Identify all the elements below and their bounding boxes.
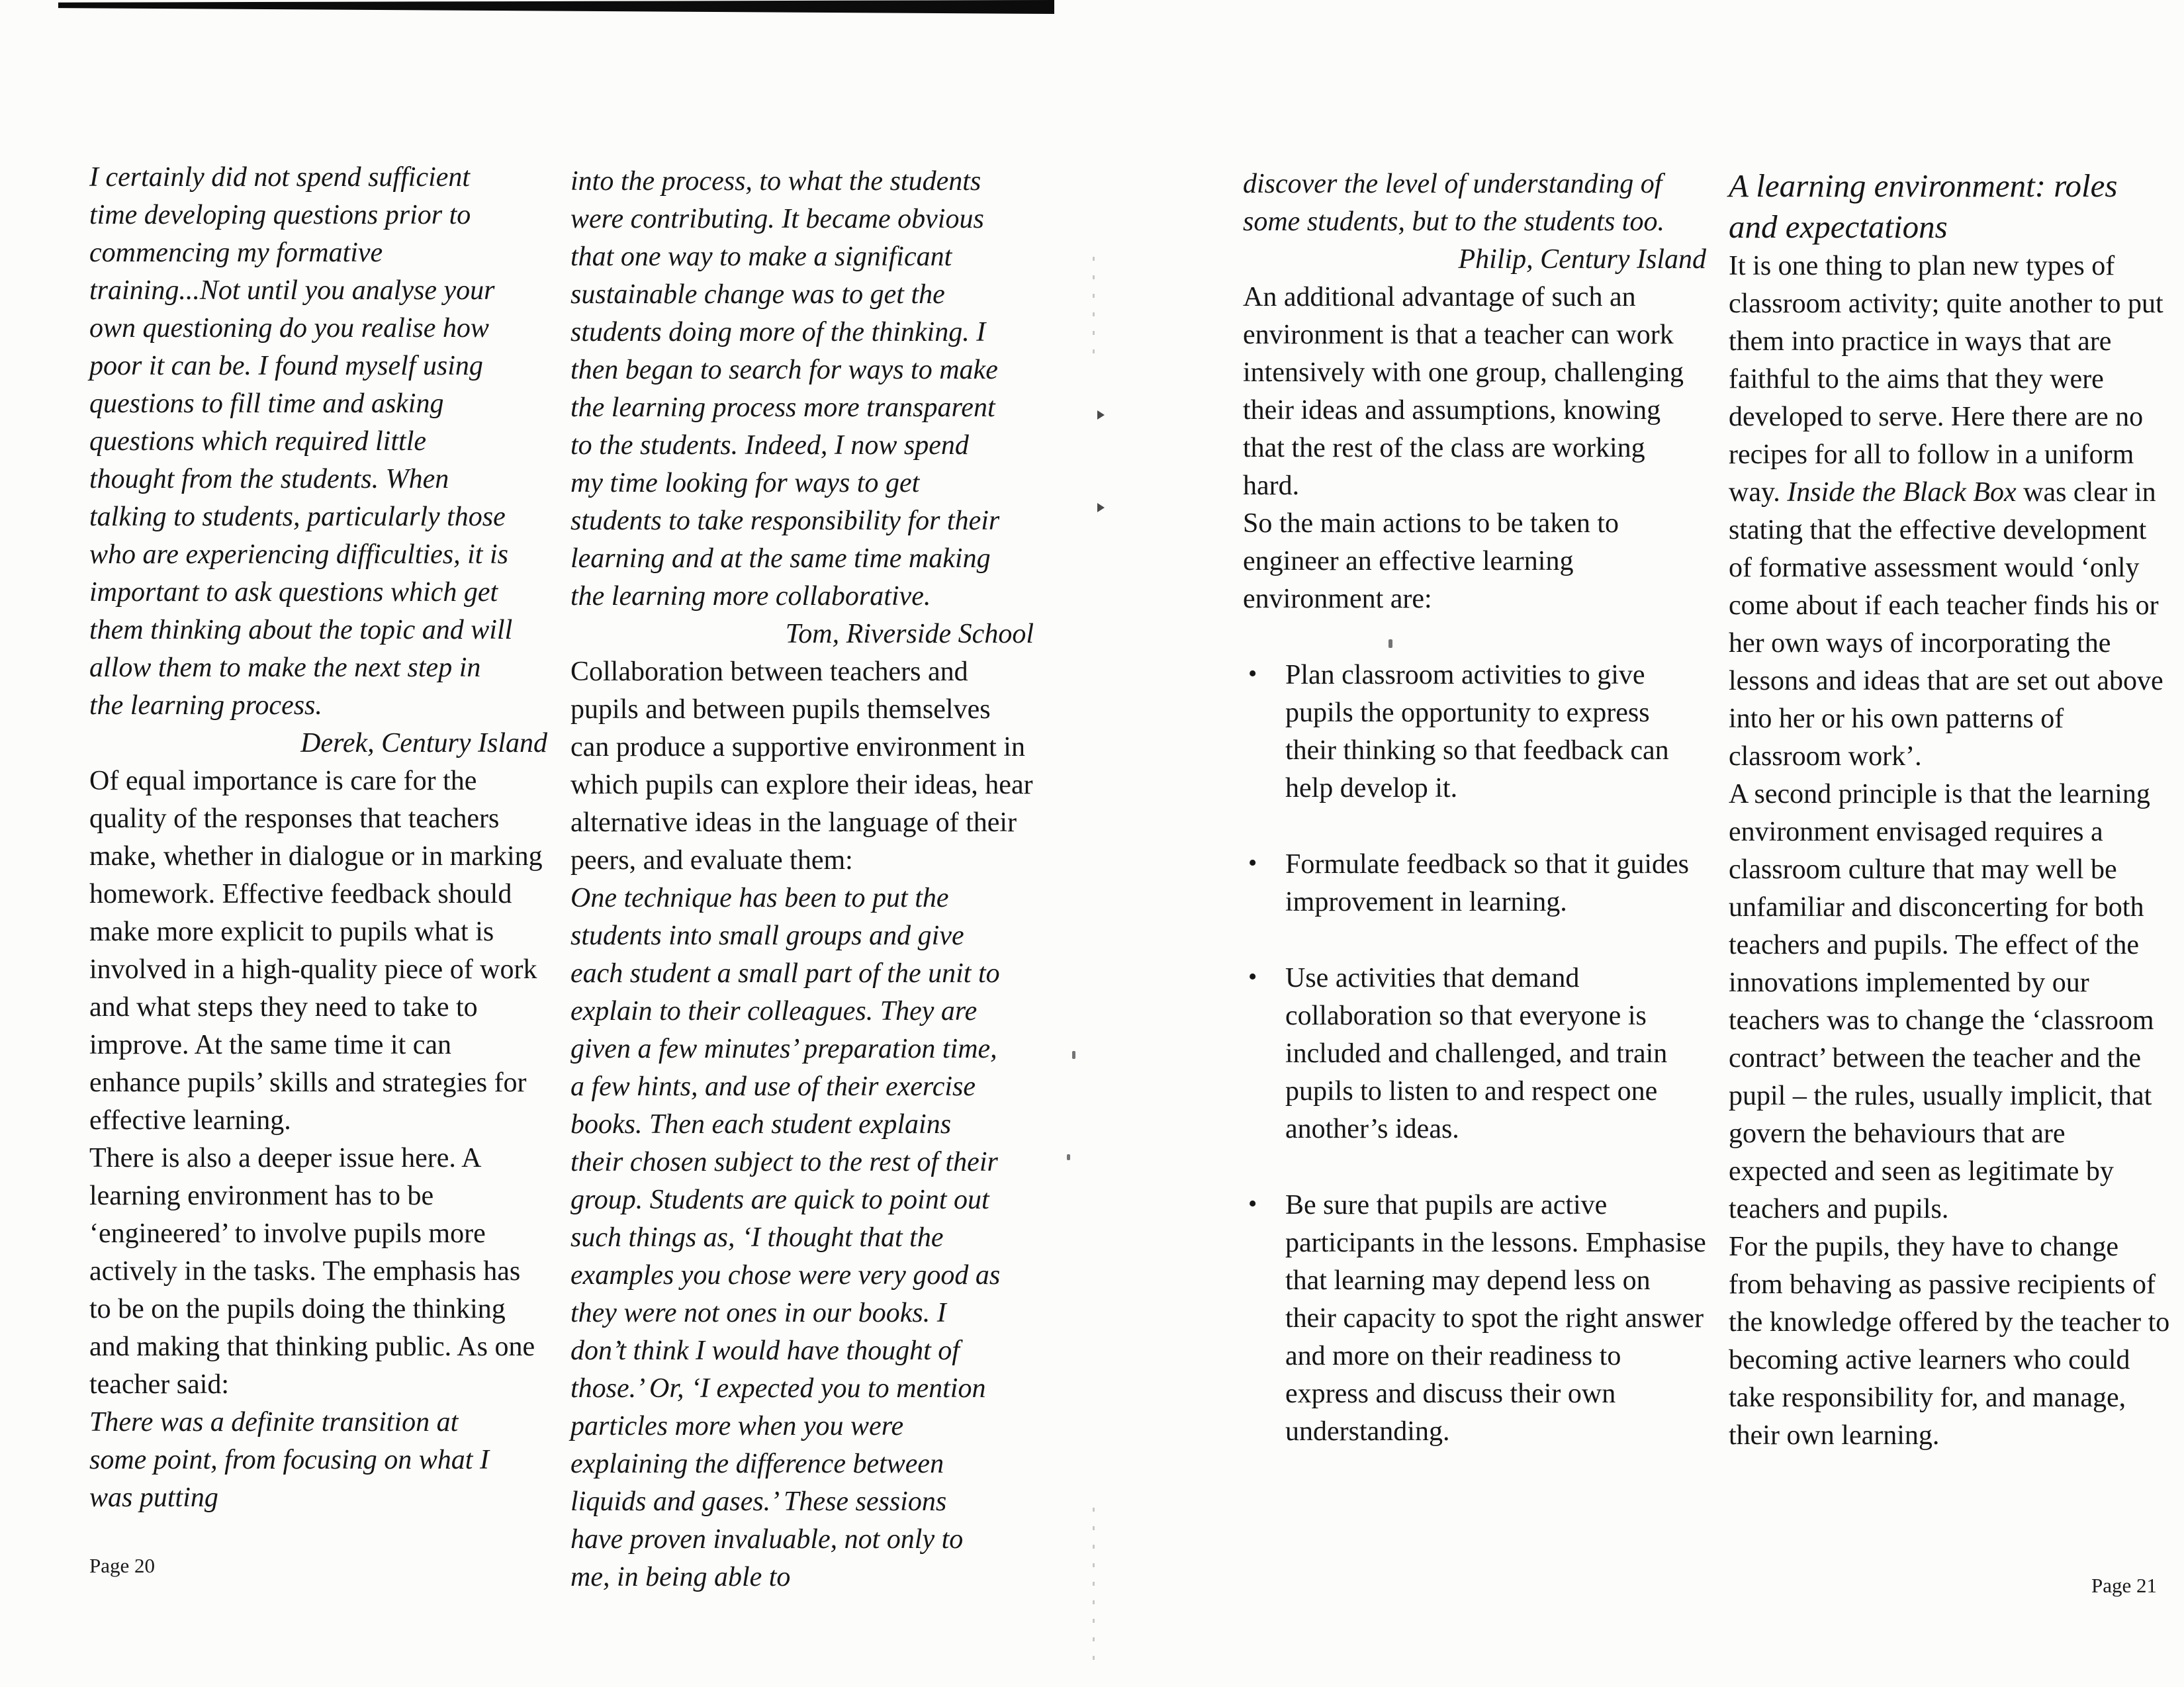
list-item-text: Plan classroom activities to give pupils the opportunity to express their thinking so that feedback can help develop it. <box>1285 660 1669 803</box>
page-number-20: Page 20 <box>89 1554 156 1577</box>
quote-attribution-tom: Tom, Riverside School <box>785 619 1034 649</box>
page21-column2 <box>1729 165 2171 1455</box>
page20-column2 <box>570 163 1034 1596</box>
paragraph-additional-advantage: An additional advantage of such an environment is that a teacher can work intensively with one group, challenging their ideas and assumptions, knowing that the rest of the class are working hard. <box>1243 282 1684 501</box>
bullet-dot-icon: • <box>1248 1190 1257 1218</box>
list-item <box>1243 1187 1706 1451</box>
list-item <box>1243 960 1706 1148</box>
paragraph-feedback-quality: Of equal importance is care for the quality of the responses that teachers make, whether in dialogue or in marking homework. Effective feedback should make more explicit to pupils what is involved in a high-quality piece of work and what steps they need to take to improve. At the same time it can enhance pupils’ skills and strategies for effective learning. <box>89 766 543 1136</box>
scan-artifact-top-bar <box>58 0 1054 14</box>
paragraph-collaboration: Collaboration between teachers and pupils and between pupils themselves can produce a supportive environment in which pupils can explore their ideas, hear alternative ideas in the language of their peers, and evaluate them: <box>570 657 1033 876</box>
list-item-text: Be sure that pupils are active participants in the lessons. Emphasise that learning may depend less on their capacity to spot the right answer and more on their readiness to express and discuss their own understanding. <box>1285 1190 1706 1447</box>
bullet-dot-icon: • <box>1248 660 1257 688</box>
scan-artifact-speck <box>1067 1154 1070 1160</box>
paragraph-text: It is one thing to plan new types of classroom activity; quite another to put them into practice in ways that are faithful to the aims that they were developed to serve. Here there are no recipes for all to follow in a uniform way. <box>1729 251 2163 508</box>
list-item <box>1243 657 1706 807</box>
scan-artifact-gutter-dots <box>1093 1508 1095 1673</box>
paragraph-second-principle: A second principle is that the learning environment envisaged requires a classroom culture that may well be unfamiliar and disconcerting for both teachers and pupils. The effect of the innovations implemented by our teachers was to change the ‘classroom contract’ between the teacher and the pupil – the rules, usually implicit, that govern the behaviours that are expected and seen as legitimate by teachers and pupils. <box>1729 779 2154 1224</box>
teacher-quote-tom: into the process, to what the students were contributing. It became obvious that one way to make a significant sustainable change was to get the students doing more of the thinking. I then began to search for ways to make the learning process more transparent to the students. Indeed, I now spend my time looking for ways to get students to take responsibility for their learning and at the same time making the learning more collaborative. <box>570 166 1000 612</box>
list-item <box>1243 846 1706 921</box>
paragraph-text: was clear in stating that the effective development of formative assessment would ‘only come about if each teacher finds his or her own ways of incorporating the lessons and ideas that are set out above into her or his own patterns of classroom work’. <box>1729 477 2163 772</box>
page21-column1 <box>1243 165 1706 1451</box>
section-heading: A learning environment: roles and expectations <box>1729 167 2118 245</box>
quote-attribution-philip: Philip, Century Island <box>1458 244 1706 275</box>
main-actions-list <box>1243 657 1706 1451</box>
teacher-quote-philip: discover the level of understanding of some students, but to the students too. <box>1243 169 1664 237</box>
bullet-dot-icon: • <box>1248 963 1257 991</box>
bullet-dot-icon: • <box>1248 849 1257 877</box>
teacher-quote-derek: I certainly did not spend sufficient time developing questions prior to commencing my formative training...Not until you analyse your own questioning do you realise how poor it can be. I found myself using questions to fill time and asking questions which required little thought from the students. When talking to students, particularly those who are experiencing difficulties, it is important to ask questions which get them thinking about the topic and will allow them to make the next step in the learning process. <box>89 162 513 721</box>
book-title-inside-the-black-box: Inside the Black Box <box>1787 477 2017 508</box>
paragraph-one-thing <box>1729 248 2171 776</box>
page-number-21: Page 21 <box>2091 1574 2158 1597</box>
paragraph-main-actions: So the main actions to be taken to engineer an effective learning environment are: <box>1243 508 1619 614</box>
scan-artifact-speck <box>1072 1051 1075 1059</box>
paragraph-for-the-pupils: For the pupils, they have to change from behaving as passive recipients of the knowledge offered by the teacher to becoming active learners who could take responsibility for, and manage, their own learning. <box>1729 1232 2170 1451</box>
scan-artifact-gutter-dots <box>1093 257 1095 356</box>
paragraph-deeper-issue: There is also a deeper issue here. A learning environment has to be ‘engineered’ to involve pupils more actively in the tasks. The emphasis has to be on the pupils doing the thinking and making that thinking public. As one teacher said: <box>89 1143 535 1400</box>
scan-artifact-triangle <box>1097 503 1105 512</box>
page20-column1 <box>89 159 547 1517</box>
quote-attribution-derek: Derek, Century Island <box>300 728 547 758</box>
list-item-text: Formulate feedback so that it guides improvement in learning. <box>1285 849 1690 917</box>
scan-artifact-triangle <box>1097 410 1105 420</box>
list-item-text: Use activities that demand collaboration so that everyone is included and challenged, and train pupils to listen to and respect one another’s ideas. <box>1285 963 1668 1144</box>
teacher-quote-transition-start: There was a definite transition at some point, from focusing on what I was putting <box>89 1407 489 1513</box>
teacher-quote-technique: One technique has been to put the students into small groups and give each student a small part of the unit to explain to their colleagues. They are given a few minutes’ preparation time, a few hints, and use of their exercise books. Then each student explains their chosen subject to the rest of their group. Students are quick to point out such things as, ‘I thought that the examples you chose were very good as they were not ones in our books. I don’t think I would have thought of those.’ Or, ‘I expected you to mention particles more when you were explaining the difference between liquids and gases.’ These sessions have proven invaluable, not only to me, in being able to <box>570 883 1001 1592</box>
